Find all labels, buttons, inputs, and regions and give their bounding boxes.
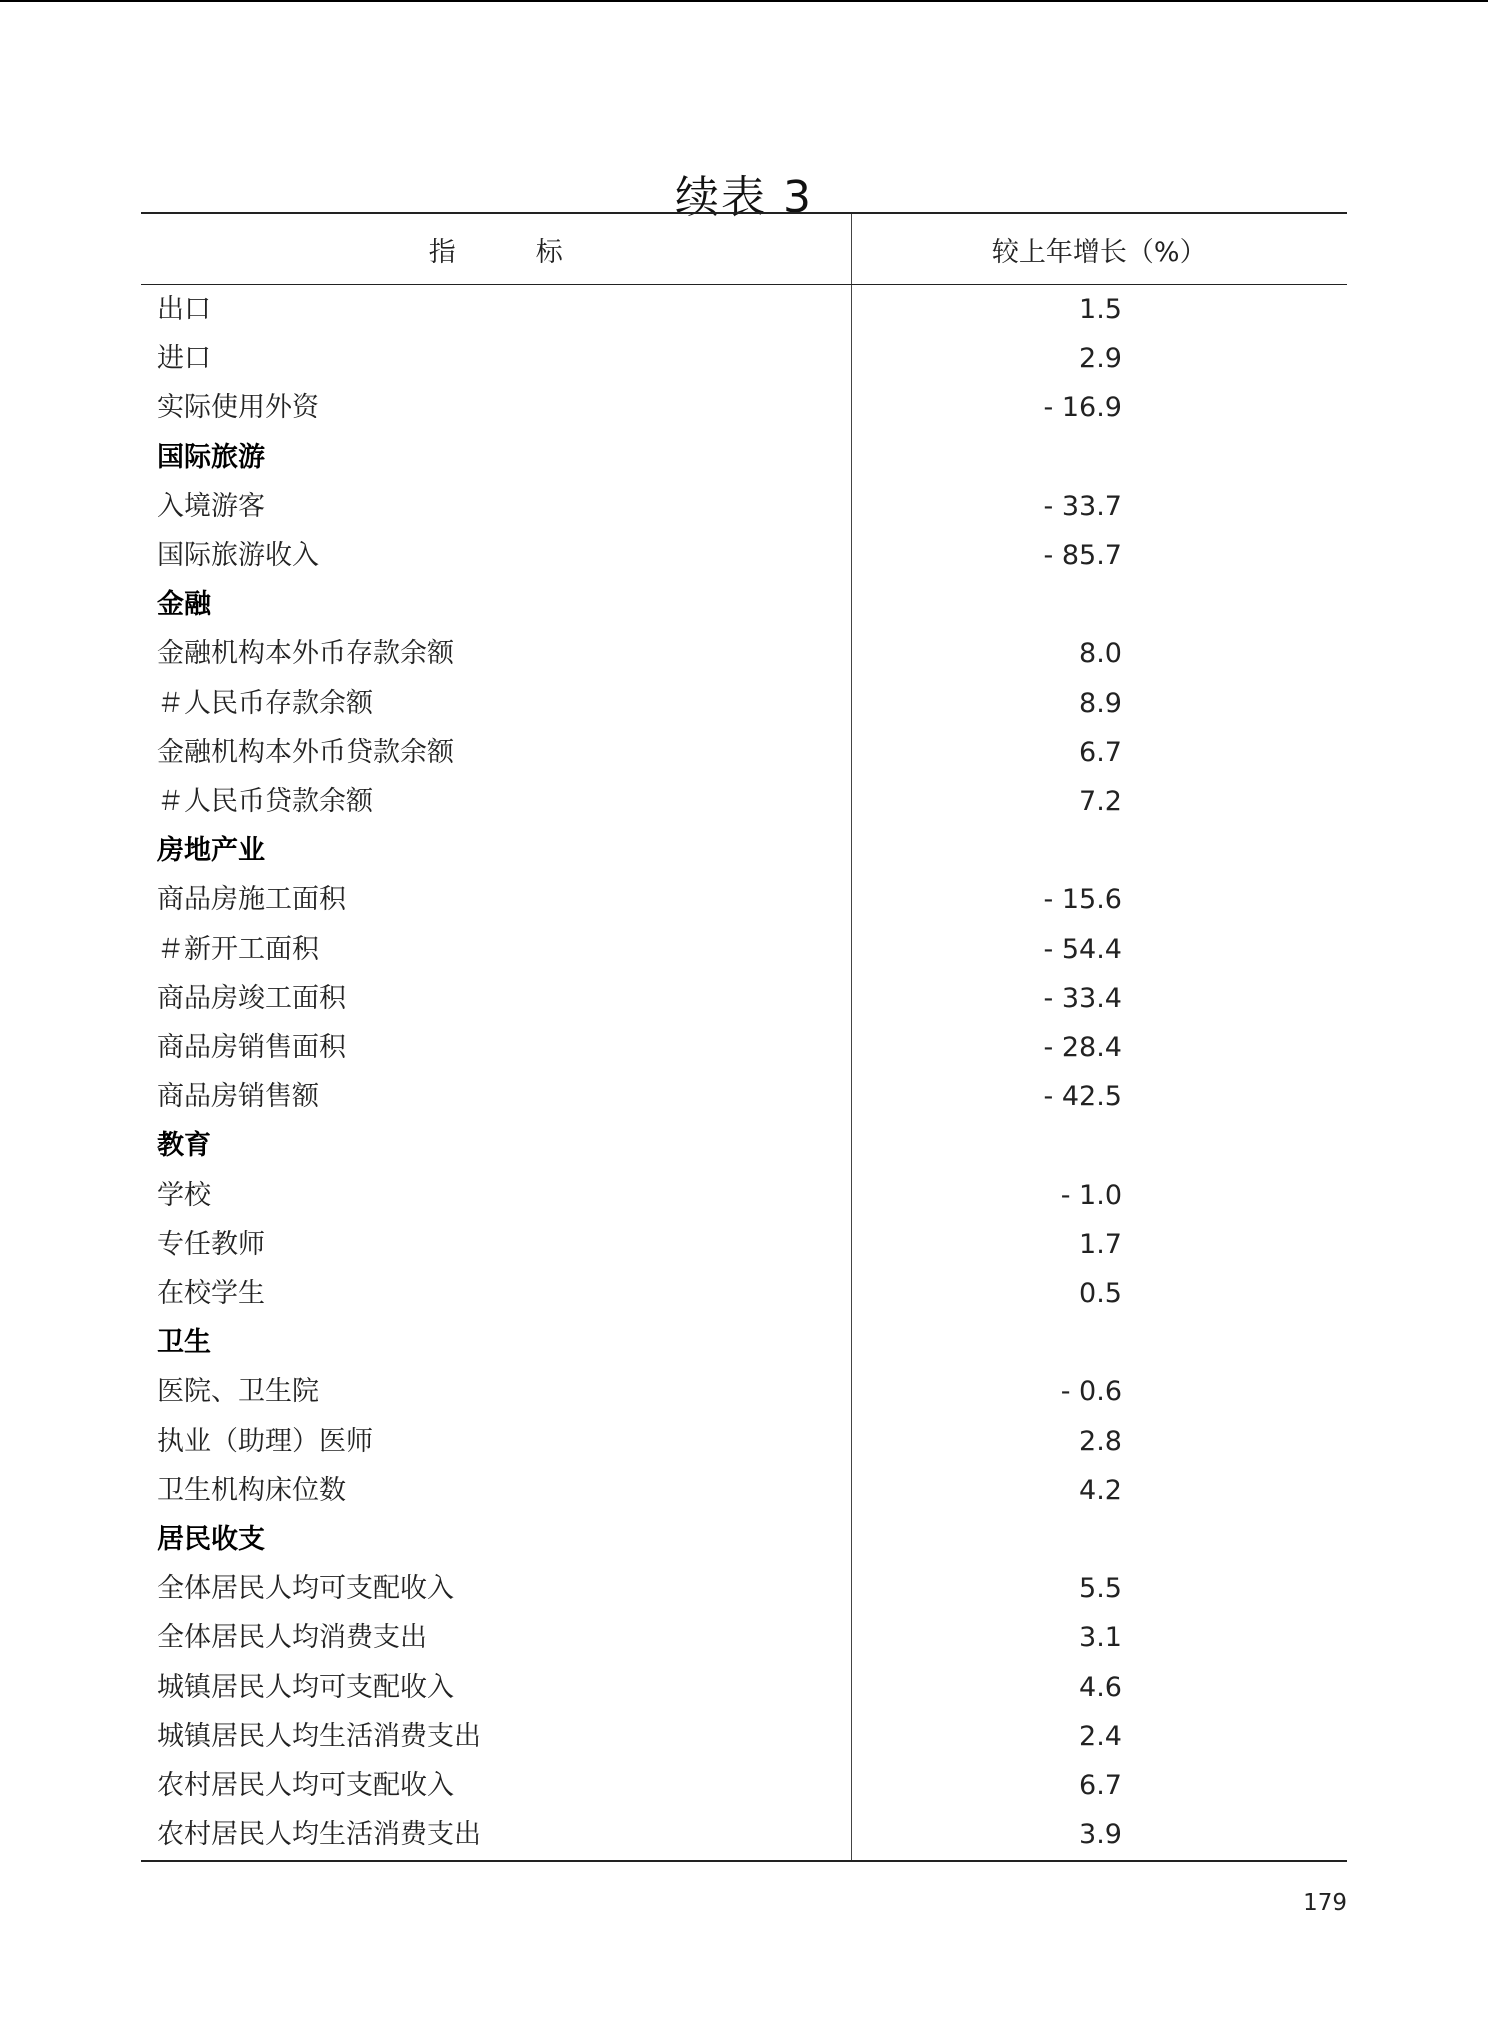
page-top-rule xyxy=(0,0,1488,2)
indicator-label: 全体居民人均消费支出 xyxy=(141,1613,851,1662)
table-row xyxy=(141,1466,1347,1515)
indicator-label: 农村居民人均可支配收入 xyxy=(141,1761,851,1810)
table-row xyxy=(141,679,1347,728)
growth-value: - 28.4 xyxy=(1043,1032,1122,1064)
table-row xyxy=(141,1712,1347,1761)
section-header-row xyxy=(141,1515,1347,1564)
header-indicator-char-2: 标 xyxy=(535,236,563,268)
section-title: 金融 xyxy=(141,580,851,629)
growth-value xyxy=(851,433,1347,482)
header-indicator-text xyxy=(429,237,563,268)
section-header-row xyxy=(141,433,1347,482)
table-row xyxy=(141,1761,1347,1810)
indicator-label: ＃人民币贷款余额 xyxy=(141,777,851,826)
indicator-label: 金融机构本外币贷款余额 xyxy=(141,728,851,777)
indicator-label: 进口 xyxy=(141,334,851,383)
growth-value: - 16.9 xyxy=(1043,392,1122,424)
growth-value: 4.6 xyxy=(1079,1671,1122,1703)
section-title: 国际旅游 xyxy=(141,433,851,482)
indicator-label: 国际旅游收入 xyxy=(141,531,851,580)
table-row xyxy=(141,629,1347,678)
growth-value: - 85.7 xyxy=(1043,540,1122,572)
table-row xyxy=(141,383,1347,432)
table-header xyxy=(141,213,1347,285)
growth-value: 2.4 xyxy=(1079,1720,1122,1752)
table-row xyxy=(141,1220,1347,1269)
page-title: 续表 3 xyxy=(675,172,813,224)
table-row xyxy=(141,875,1347,924)
page-number: 179 xyxy=(1303,1890,1347,1916)
statistics-table xyxy=(141,212,1347,1862)
growth-value: 8.9 xyxy=(1079,687,1122,719)
table-header-row xyxy=(141,213,1347,285)
indicator-label: 卫生机构床位数 xyxy=(141,1466,851,1515)
growth-value: 6.7 xyxy=(1079,736,1122,768)
growth-value: 2.8 xyxy=(1079,1425,1122,1457)
table-row xyxy=(141,1810,1347,1860)
growth-value: 1.5 xyxy=(1079,294,1122,325)
table-row xyxy=(141,925,1347,974)
indicator-label: 出口 xyxy=(141,285,851,335)
indicator-label: 医院、卫生院 xyxy=(141,1367,851,1416)
indicator-label: 城镇居民人均可支配收入 xyxy=(141,1663,851,1712)
header-indicator-char-1: 指 xyxy=(428,236,456,268)
growth-value xyxy=(851,1318,1347,1367)
table-row xyxy=(141,1072,1347,1121)
growth-value xyxy=(851,1515,1347,1564)
table-row xyxy=(141,1613,1347,1662)
indicator-label: ＃新开工面积 xyxy=(141,925,851,974)
section-header-row xyxy=(141,1318,1347,1367)
section-header-row xyxy=(141,580,1347,629)
table-row xyxy=(141,974,1347,1023)
indicator-label: 全体居民人均可支配收入 xyxy=(141,1564,851,1613)
growth-value: 7.2 xyxy=(1079,786,1122,818)
growth-value: - 54.4 xyxy=(1043,933,1122,965)
growth-value xyxy=(851,1121,1347,1170)
section-title: 卫生 xyxy=(141,1318,851,1367)
growth-value: 4.2 xyxy=(1079,1474,1122,1506)
header-indicator xyxy=(141,213,851,285)
table-row xyxy=(141,1367,1347,1416)
growth-value: - 42.5 xyxy=(1043,1081,1122,1113)
table-body xyxy=(141,285,1347,1861)
indicator-label: 商品房施工面积 xyxy=(141,875,851,924)
indicator-label: 实际使用外资 xyxy=(141,383,851,432)
growth-value xyxy=(851,826,1347,875)
growth-value: 1.7 xyxy=(1079,1228,1122,1260)
indicator-label: 商品房销售面积 xyxy=(141,1023,851,1072)
growth-value: - 33.7 xyxy=(1043,490,1122,522)
indicator-label: 城镇居民人均生活消费支出 xyxy=(141,1712,851,1761)
growth-value: 6.7 xyxy=(1079,1770,1122,1802)
section-title: 居民收支 xyxy=(141,1515,851,1564)
indicator-label: 执业（助理）医师 xyxy=(141,1417,851,1466)
table-row xyxy=(141,1023,1347,1072)
header-growth-rate: 较上年增长（%） xyxy=(851,213,1347,285)
table-row xyxy=(141,1564,1347,1613)
indicator-label: 农村居民人均生活消费支出 xyxy=(141,1810,851,1860)
growth-value: 3.9 xyxy=(851,1810,1347,1860)
indicator-label: 在校学生 xyxy=(141,1269,851,1318)
indicator-label: 入境游客 xyxy=(141,482,851,531)
statistics-table-container xyxy=(141,212,1347,1862)
section-title: 房地产业 xyxy=(141,826,851,875)
growth-value: - 0.6 xyxy=(1060,1376,1122,1408)
table-row xyxy=(141,334,1347,383)
section-header-row xyxy=(141,1121,1347,1170)
table-row xyxy=(141,482,1347,531)
table-row xyxy=(141,531,1347,580)
table-row xyxy=(141,728,1347,777)
table-row xyxy=(141,1269,1347,1318)
growth-value: - 33.4 xyxy=(1043,982,1122,1014)
table-row xyxy=(141,1171,1347,1220)
growth-value: 0.5 xyxy=(1079,1278,1122,1310)
indicator-label: 商品房竣工面积 xyxy=(141,974,851,1023)
table-row xyxy=(141,285,1347,335)
indicator-label: 学校 xyxy=(141,1171,851,1220)
growth-value: - 1.0 xyxy=(1060,1179,1122,1211)
growth-value: 5.5 xyxy=(1079,1573,1122,1605)
table-row xyxy=(141,777,1347,826)
indicator-label: 金融机构本外币存款余额 xyxy=(141,629,851,678)
growth-value: 2.9 xyxy=(1079,343,1122,375)
growth-value xyxy=(851,580,1347,629)
growth-value: 8.0 xyxy=(1079,638,1122,670)
indicator-label: ＃人民币存款余额 xyxy=(141,679,851,728)
table-row xyxy=(141,1663,1347,1712)
growth-value: 3.1 xyxy=(1079,1622,1122,1654)
section-title: 教育 xyxy=(141,1121,851,1170)
section-header-row xyxy=(141,826,1347,875)
growth-value: - 15.6 xyxy=(1043,884,1122,916)
indicator-label: 专任教师 xyxy=(141,1220,851,1269)
indicator-label: 商品房销售额 xyxy=(141,1072,851,1121)
table-row xyxy=(141,1417,1347,1466)
